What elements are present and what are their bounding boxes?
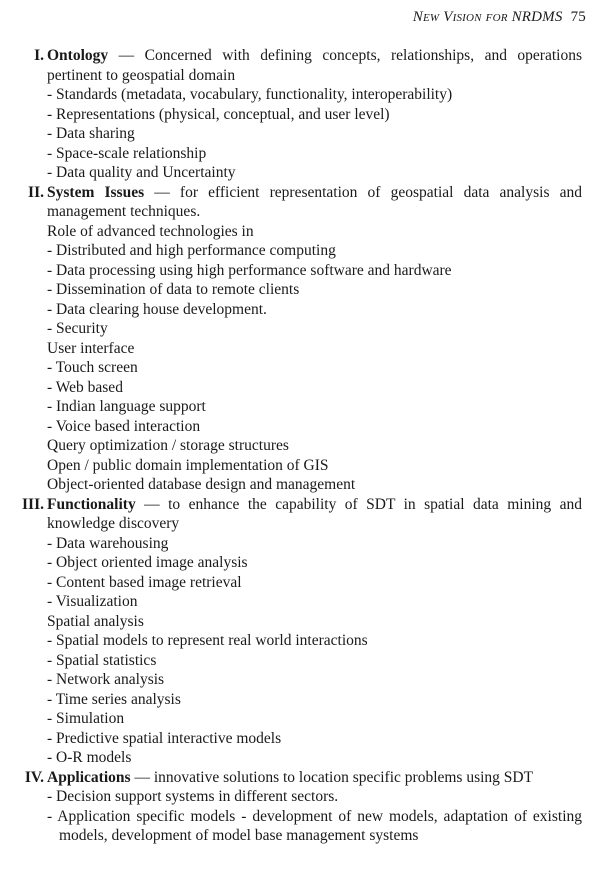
section-title: System Issues (47, 183, 145, 201)
list-item: - Time series analysis (47, 690, 181, 708)
page-content (0, 46, 600, 846)
section-numeral: I. (34, 47, 44, 64)
running-head (413, 9, 586, 26)
section-intro: — for efficient representation of geospatial data analysis and management techniques. (47, 183, 582, 220)
list-item: - Data processing using high performance software and hardware (47, 261, 452, 279)
section-heading (47, 495, 582, 534)
section-numeral: III. (22, 495, 44, 513)
list-item: - Web based (47, 378, 123, 396)
subheading: Spatial analysis (47, 612, 144, 630)
list-item: - Dissemination of data to remote clients (47, 281, 300, 298)
list-item: - Data quality and Uncertainty (47, 164, 236, 181)
subheading: Query optimization / storage structures (47, 437, 289, 454)
list-item: - Spatial statistics (47, 651, 157, 669)
section-intro: — innovative solutions to location specific problems using SDT (130, 768, 534, 786)
list-item: - Indian language support (47, 398, 206, 415)
section-heading (47, 46, 582, 85)
subheading: Role of advanced technologies in (47, 222, 254, 240)
outline-section (0, 46, 600, 183)
list-item: - Space-scale relationship (47, 144, 207, 162)
list-item: - Spatial models to represent real world interactions (47, 632, 368, 649)
list-item: - Distributed and high performance computing (47, 242, 336, 259)
list-item: - Touch screen (47, 359, 138, 376)
section-title: Applications (47, 768, 131, 786)
list-item: - Content based image retrieval (47, 573, 242, 591)
list-item: - Security (47, 320, 108, 337)
section-heading (47, 183, 582, 222)
subheading: Open / public domain implementation of GIS (47, 456, 329, 474)
list-item: - Data warehousing (47, 534, 169, 552)
list-item: - Visualization (47, 593, 138, 610)
section-numeral: II. (28, 183, 44, 201)
list-item: - Network analysis (47, 671, 165, 688)
list-item: - Application specific models - development of new models, adaptation of existing models, development of model base management systems (47, 807, 582, 844)
list-item: - Decision support systems in different sectors. (47, 788, 339, 805)
list-item: - O-R models (47, 749, 132, 766)
subheading: Object-oriented database design and management (47, 476, 356, 493)
outline-section (0, 183, 600, 495)
list-item: - Data clearing house development. (47, 300, 267, 318)
section-title: Ontology (47, 47, 109, 64)
section-title: Functionality (47, 495, 136, 513)
page-number: 75 (570, 9, 586, 25)
subheading: User interface (47, 339, 135, 357)
section-intro: — to enhance the capability of SDT in spatial data mining and knowledge discovery (47, 495, 582, 532)
section-heading (47, 768, 582, 788)
list-item: - Simulation (47, 710, 125, 727)
list-item: - Standards (metadata, vocabulary, functionality, interoperability) (47, 86, 453, 103)
outline-section (0, 768, 600, 846)
list-item: - Predictive spatial interactive models (47, 729, 282, 747)
outline-section (0, 495, 600, 768)
list-item: - Voice based interaction (47, 417, 201, 435)
list-item: - Representations (physical, conceptual, and user level) (47, 105, 390, 123)
running-head-title: New Vision for NRDMS (412, 9, 563, 25)
list-item: - Data sharing (47, 125, 135, 142)
section-intro: — Concerned with defining concepts, relationships, and operations pertinent to geospatial domain (47, 47, 582, 84)
list-item: - Object oriented image analysis (47, 554, 248, 571)
section-numeral: IV. (24, 768, 44, 786)
